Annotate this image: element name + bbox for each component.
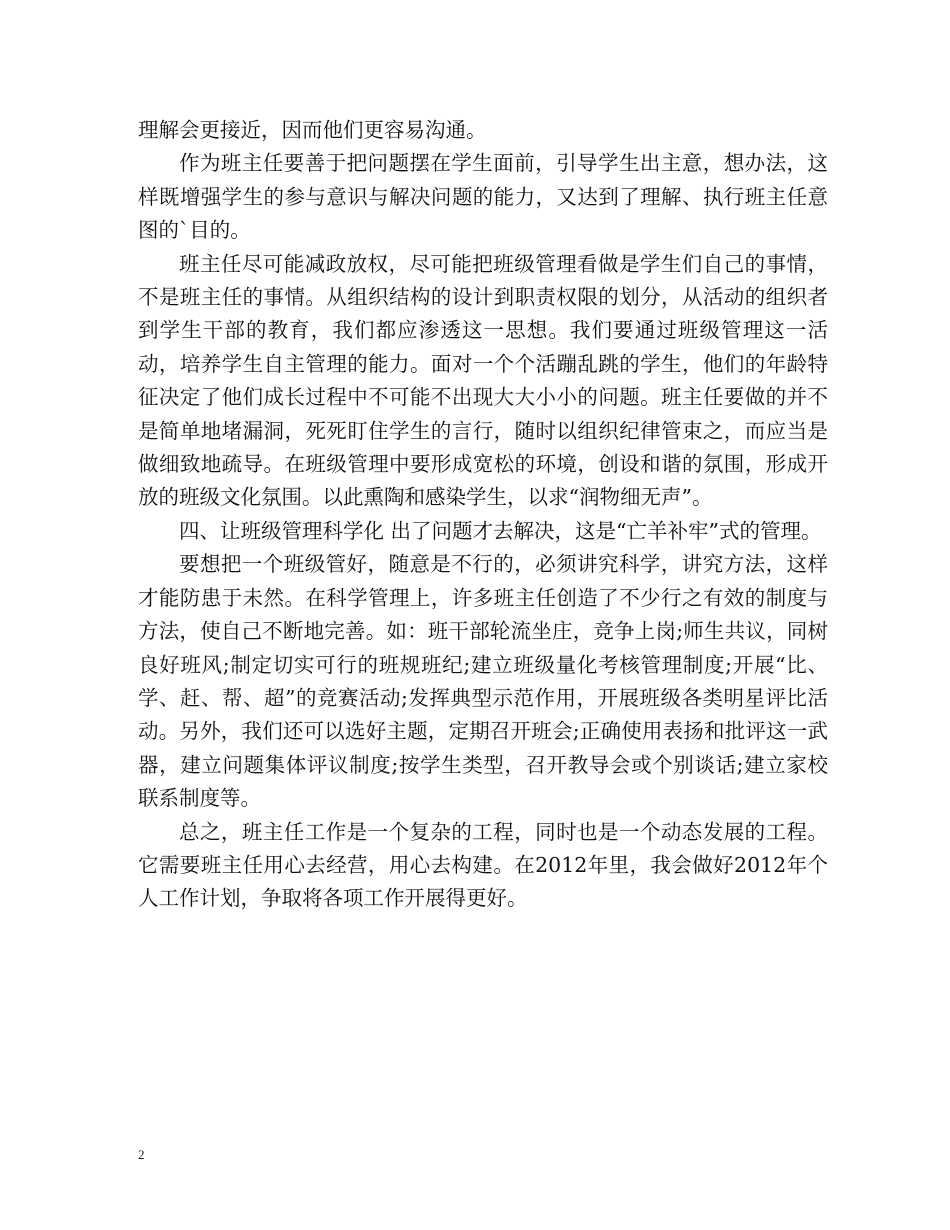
- paragraph-1: 理解会更接近，因而他们更容易沟通。: [138, 118, 487, 142]
- paragraph-6: 总之，班主任工作是一个复杂的工程，同时也是一个动态发展的工程。它需要班主任用心去经营，用心去构建。在2012年里，我会做好2012年个人工作计划，争取将各项工作开展得更好。: [138, 819, 828, 911]
- paragraph-3: 班主任尽可能减政放权，尽可能把班级管理看做是学生们自己的事情，不是班主任的事情。从组织结构的设计到职责权限的划分，从活动的组织者到学生干部的教育，我们都应渗透这一思想。我们要通过班级管理这一活动，培养学生自主管理的能力。面对一个个活蹦乱跳的学生，他们的年龄特征决定了他们成长过程中不可能不出现大大小小的问题。班主任要做的并不是简单地堵漏洞，死死盯住学生的言行，随时以组织纪律管束之，而应当是做细致地疏导。在班级管理中要形成宽松的环境，创设和谐的氛围，形成开放的班级文化氛围。以此熏陶和感染学生，以求“润物细无声”。: [138, 251, 828, 510]
- document-body: [138, 114, 828, 916]
- paragraph-5: 要想把一个班级管好，随意是不行的，必须讲究科学，讲究方法，这样才能防患于未然。在科学管理上，许多班主任创造了不少行之有效的制度与方法，使自己不断地完善。如：班干部轮流坐庄，竞争上岗;师生共议，同树良好班风;制定切实可行的班规班纪;建立班级量化考核管理制度;开展“比、学、赶、帮、超”的竞赛活动;发挥典型示范作用，开展班级各类明星评比活动。另外，我们还可以选好主题，定期召开班会;正确使用表扬和批评这一武器，建立问题集体评议制度;按学生类型，召开教导会或个别谈话;建立家校联系制度等。: [138, 552, 828, 811]
- paragraph-2: 作为班主任要善于把问题摆在学生面前，引导学生出主意，想办法，这样既增强学生的参与意识与解决问题的能力，又达到了理解、执行班主任意图的`目的。: [138, 151, 828, 243]
- paragraph-4: 四、让班级管理科学化 出了问题才去解决，这是“亡羊补牢”式的管理。: [179, 518, 822, 543]
- page-number: 2: [138, 1147, 145, 1162]
